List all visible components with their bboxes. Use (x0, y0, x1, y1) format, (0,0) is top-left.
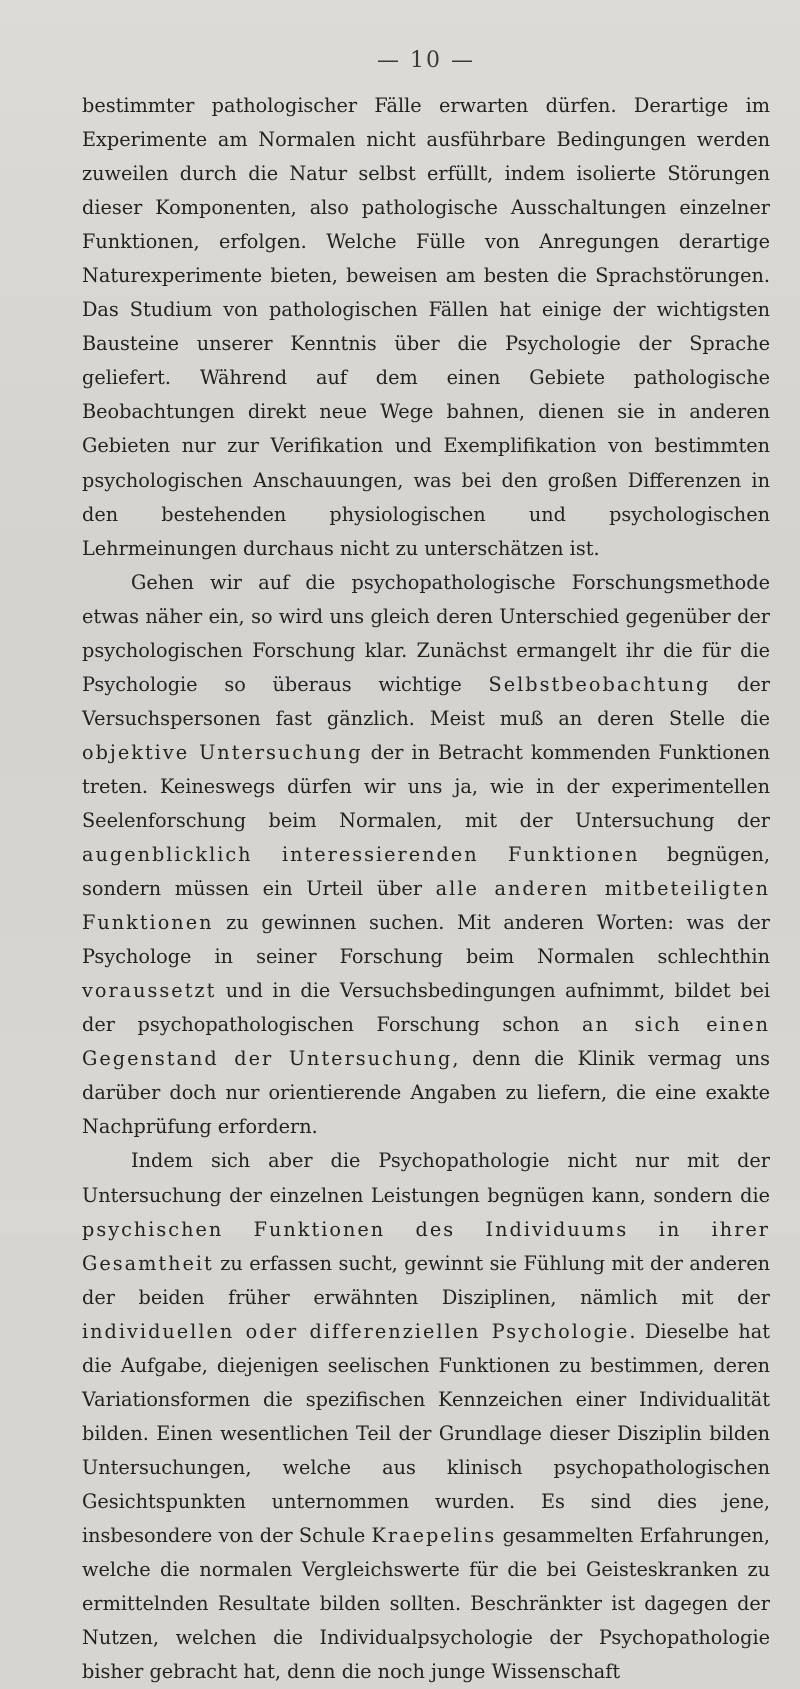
paragraph-2-text-part-7: , denn die Klinik vermag uns darüber doch nur orientierende Angaben zu liefern, die eine exakte Nachprüfung erfordern. (82, 1047, 770, 1139)
emphasis-psychischen-funktionen: psychischen Funktionen des Individuums in ihrer Gesamtheit (82, 1217, 770, 1275)
paragraph-3-text-part-1: Indem sich aber die Psychopathologie nicht nur mit der Untersuchung der einzelnen Leistungen begnügen kann, sondern die (82, 1149, 770, 1207)
emphasis-gegenstand-der-untersuchung: an sich einen Gegenstand der Untersuchung (82, 1013, 770, 1071)
paragraph-3 (82, 1144, 770, 1689)
emphasis-augenblicklich-interessierenden: augenblicklich interessierenden Funktionen (82, 843, 640, 867)
paragraph-2-text-part-5: zu gewinnen suchen. Mit anderen Worten: was der Psychologe in seiner Forschung beim Normalen schlechthin (82, 911, 770, 969)
paragraph-3-text-part-3: . Dieselbe hat die Aufgabe, diejenigen seelischen Funktionen zu bestimmen, deren Variationsformen die spezifischen Kennzeichen einer Individualität bilden. Einen wesentlichen Teil der Grundlage dieser Disziplin bilden Untersuchungen, welche aus klinisch psychopathologischen Gesichtspunkten unternommen wurden. Es sind dies jene, insbesondere von der Schule (82, 1319, 770, 1547)
paragraph-3-text-part-4: gesammelten Erfahrungen, welche die normalen Vergleichswerte für die bei Geisteskranken zu ermittelnden Resultate bilden sollten. Beschränkter ist dagegen der Nutzen, welchen die Individualpsychologie der Psychopathologie bisher gebracht hat, denn die noch junge Wissenschaft (82, 1523, 770, 1684)
emphasis-individuelle-psychologie: individuellen oder differenziellen Psychologie (82, 1319, 630, 1343)
emphasis-selbstbeobachtung: Selbstbeobachtung (488, 672, 711, 696)
page-number: — 10 — (377, 48, 475, 73)
emphasis-kraepelins: Kraepelins (371, 1523, 497, 1547)
paragraph-2-text-part-6: und in die Versuchsbedingungen aufnimmt, bildet bei der psychopathologischen Forschung schon (82, 979, 770, 1037)
paragraph-3-text-part-2: zu erfassen sucht, gewinnt sie Fühlung mit der anderen der beiden früher erwähnten Disziplinen, nämlich mit der (82, 1251, 770, 1309)
paragraph-2-text-part-3: der in Betracht kommenden Funktionen treten. Keineswegs dürfen wir uns ja, wie in der experimentellen Seelenforschung beim Normalen, mit der Untersuchung der (82, 740, 770, 832)
paragraph-2-text-part-4: begnügen, sondern müssen ein Urteil über (82, 843, 770, 901)
emphasis-alle-anderen-funktionen: alle anderen mitbeteiligten Funktionen (82, 877, 771, 935)
emphasis-objektive-untersuchung: objektive Untersuchung (82, 740, 363, 764)
paragraph-2-text-part-1: Gehen wir auf die psychopathologische Forschungsmethode etwas näher ein, so wird uns gleich deren Unterschied gegenüber der psychologischen Forschung klar. Zunächst ermangelt ihr die für die Psychologie so überaus wichtige (82, 570, 770, 696)
paragraph-2 (82, 566, 770, 1145)
paragraph-1-text: bestimmter pathologischer Fälle erwarten dürfen. Derartige im Experimente am Normalen nicht ausführbare Bedingungen werden zuweilen durch die Natur selbst erfüllt, indem isolierte Störungen dieser Komponenten, also pathologische Ausschaltungen einzelner Funktionen, erfolgen. Welche Fülle von Anregungen derartige Naturexperimente bieten, beweisen am besten die Sprachstörungen. Das Studium von pathologischen Fällen hat einige der wichtigsten Bausteine unserer Kenntnis über die Psychologie der Sprache geliefert. Während auf dem einen Gebiete pathologische Beobachtungen direkt neue Wege bahnen, dienen sie in anderen Gebieten nur zur Verifikation und Exemplifikation von bestimmten psychologischen Anschauungen, was bei den großen Differenzen in den bestehenden physiologischen und psychologischen Lehrmeinungen durchaus nicht zu unterschätzen ist. (82, 94, 770, 560)
paragraph-1 (82, 89, 770, 566)
paragraph-2-text-part-2: der Versuchspersonen fast gänzlich. Meist muß an deren Stelle die (82, 672, 770, 730)
emphasis-voraussetzt: voraussetzt (82, 979, 217, 1003)
